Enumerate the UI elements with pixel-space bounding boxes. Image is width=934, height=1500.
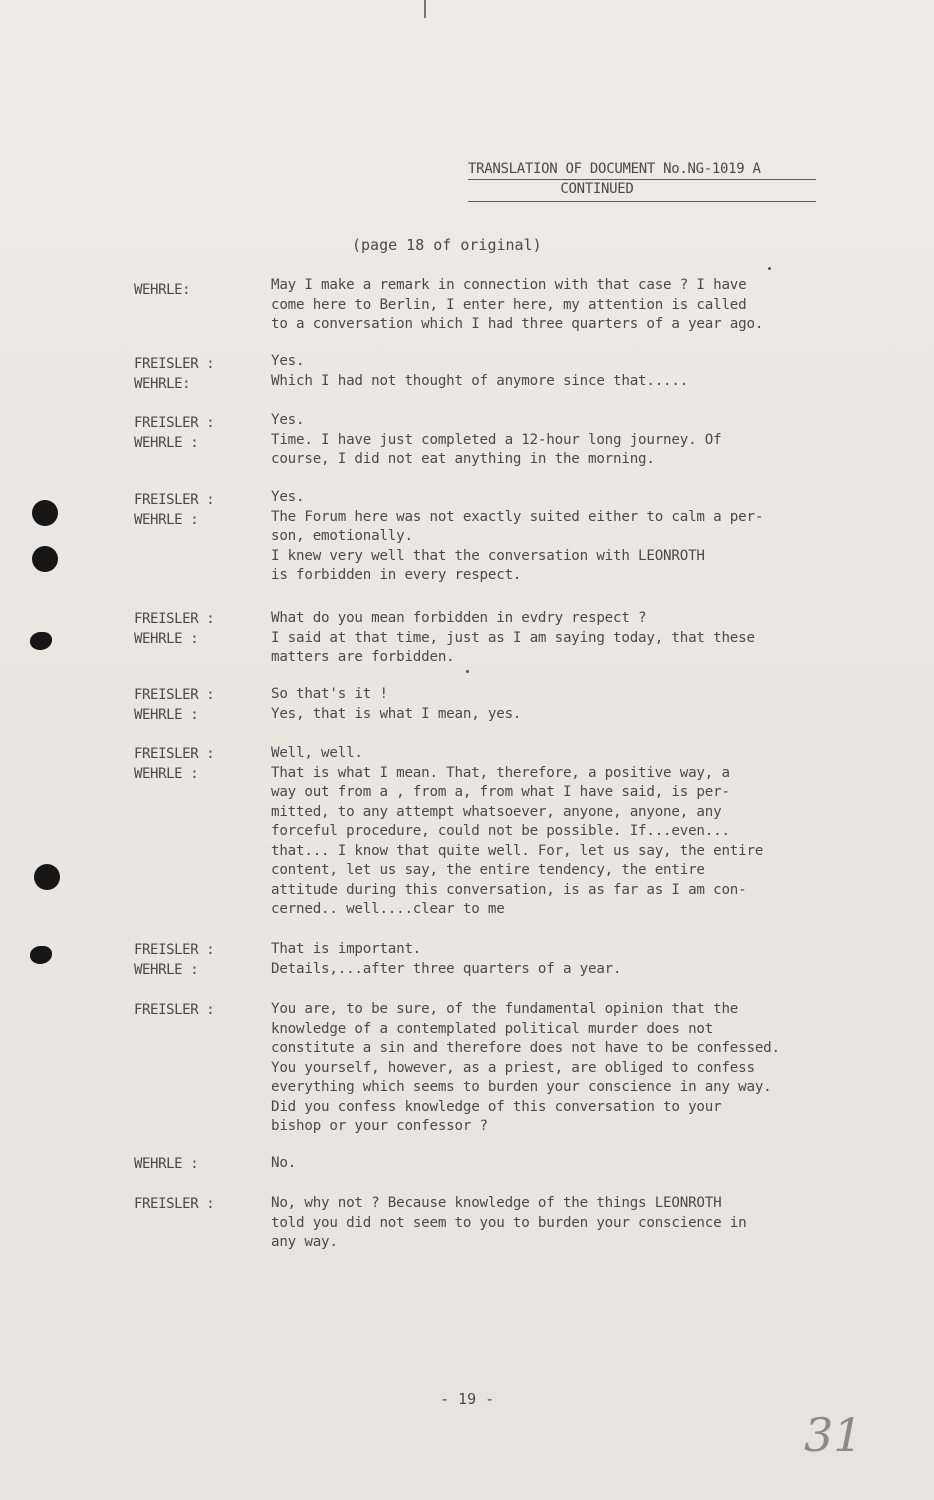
speaker-labels: [134, 354, 244, 394]
dialogue-text: [271, 276, 861, 335]
speaker-label: FREISLER :: [134, 1002, 215, 1018]
speaker-label: WEHRLE:: [134, 282, 191, 298]
text-line: Yes.: [271, 412, 305, 428]
text-line: That is what I mean. That, therefore, a positive way, a: [271, 764, 730, 781]
punch-hole-torn: [30, 632, 52, 650]
text-line: You yourself, however, as a priest, are obliged to confess: [271, 1059, 755, 1076]
speaker-label: WEHRLE :: [134, 707, 199, 723]
original-page-reference: (page 18 of original): [352, 236, 542, 254]
text-line: attitude during this conversation, is as far as I am con-: [271, 881, 747, 898]
top-edge-mark: [424, 0, 426, 18]
dialogue-text: [271, 609, 861, 668]
text-line: Details,...after three quarters of a year.: [271, 960, 622, 977]
dialogue-text: [271, 1154, 861, 1174]
speaker-labels: [134, 685, 244, 725]
text-line: told you did not seem to you to burden your conscience in: [271, 1214, 747, 1231]
speaker-label: WEHRLE :: [134, 766, 199, 782]
speaker-label: WEHRLE:: [134, 376, 191, 392]
text-line: You are, to be sure, of the fundamental opinion that the: [271, 1001, 739, 1017]
text-line: that... I know that quite well. For, let us say, the entire: [271, 842, 764, 859]
text-line: come here to Berlin, I enter here, my attention is called: [271, 296, 747, 313]
text-line: Which I had not thought of anymore since that.....: [271, 372, 689, 389]
document-header: [468, 160, 816, 202]
text-line: I knew very well that the conversation with LEONROTH: [271, 547, 705, 564]
speaker-labels: [134, 609, 244, 649]
ink-speck: [768, 267, 771, 270]
header-continued: CONTINUED: [468, 180, 816, 202]
speaker-label: FREISLER :: [134, 942, 215, 958]
speaker-labels: [134, 280, 244, 300]
text-line: What do you mean forbidden in evdry respect ?: [271, 610, 647, 626]
page-number: - 19 -: [440, 1390, 495, 1408]
ink-speck: [466, 670, 469, 673]
handwritten-page-number: 31: [804, 1408, 863, 1462]
speaker-labels: [134, 940, 244, 980]
dialogue-text: [271, 685, 861, 724]
speaker-label: WEHRLE :: [134, 1156, 199, 1172]
text-line: forceful procedure, could not be possible. If...even...: [271, 823, 730, 839]
speaker-labels: [134, 744, 244, 784]
dialogue-text: [271, 352, 861, 391]
text-line: course, I did not eat anything in the morning.: [271, 451, 655, 467]
text-line: cerned.. well....clear to me: [271, 901, 505, 917]
dialogue-text: [271, 940, 861, 979]
speaker-labels: [134, 1194, 244, 1214]
text-line: No.: [271, 1155, 297, 1171]
text-line: knowledge of a contemplated political murder does not: [271, 1020, 714, 1037]
speaker-label: FREISLER :: [134, 611, 215, 627]
text-line: Time. I have just completed a 12-hour long journey. Of: [271, 431, 722, 448]
dialogue-text: [271, 488, 861, 586]
speaker-label: WEHRLE :: [134, 435, 199, 451]
text-line: So that's it !: [271, 686, 388, 702]
speaker-label: WEHRLE :: [134, 512, 199, 528]
text-line: I said at that time, just as I am saying today, that these: [271, 629, 755, 646]
text-line: No, why not ? Because knowledge of the things LEONROTH: [271, 1195, 722, 1211]
speaker-label: FREISLER :: [134, 1196, 215, 1212]
text-line: The Forum here was not exactly suited either to calm a per-: [271, 508, 764, 525]
speaker-label: FREISLER :: [134, 356, 215, 372]
text-line: bishop or your confessor ?: [271, 1118, 488, 1134]
dialogue-text: [271, 1000, 861, 1137]
text-line: to a conversation which I had three quarters of a year ago.: [271, 316, 764, 332]
text-line: content, let us say, the entire tendency, the entire: [271, 862, 705, 878]
speaker-label: WEHRLE :: [134, 631, 199, 647]
speaker-labels: [134, 490, 244, 530]
text-line: son, emotionally.: [271, 528, 413, 544]
speaker-label: FREISLER :: [134, 687, 215, 703]
dialogue-text: [271, 411, 861, 470]
text-line: any way.: [271, 1234, 338, 1250]
dialogue-text: [271, 1194, 861, 1253]
punch-hole: [32, 500, 58, 526]
text-line: Yes.: [271, 489, 305, 505]
speaker-labels: [134, 1154, 244, 1174]
text-line: mitted, to any attempt whatsoever, anyone, anyone, any: [271, 803, 722, 820]
text-line: matters are forbidden.: [271, 649, 455, 665]
text-line: Yes.: [271, 353, 305, 369]
text-line: Yes, that is what I mean, yes.: [271, 705, 522, 722]
punch-hole: [34, 864, 60, 890]
speaker-labels: [134, 1000, 244, 1020]
text-line: way out from a , from a, from what I have said, is per-: [271, 784, 730, 800]
text-line: Well, well.: [271, 745, 363, 761]
speaker-label: FREISLER :: [134, 746, 215, 762]
text-line: is forbidden in every respect.: [271, 567, 522, 583]
text-line: everything which seems to burden your conscience in any way.: [271, 1079, 772, 1095]
speaker-labels: [134, 413, 244, 453]
text-line: Did you confess knowledge of this conversation to your: [271, 1098, 722, 1115]
text-line: constitute a sin and therefore does not have to be confessed.: [271, 1040, 780, 1056]
text-line: May I make a remark in connection with that case ? I have: [271, 277, 747, 293]
speaker-label: WEHRLE :: [134, 962, 199, 978]
dialogue-text: [271, 744, 861, 920]
speaker-label: FREISLER :: [134, 415, 215, 431]
header-title: TRANSLATION OF DOCUMENT No.NG-1019 A: [468, 160, 816, 180]
punch-hole: [32, 546, 58, 572]
text-line: That is important.: [271, 941, 422, 957]
punch-hole-torn: [30, 946, 52, 964]
speaker-label: FREISLER :: [134, 492, 215, 508]
